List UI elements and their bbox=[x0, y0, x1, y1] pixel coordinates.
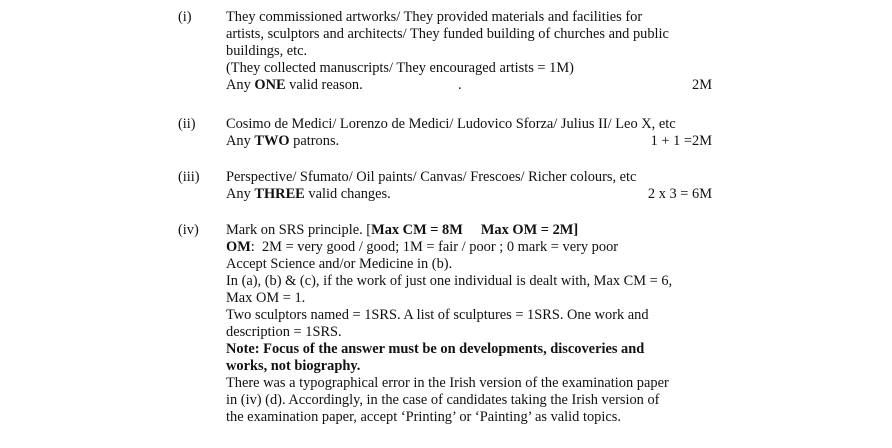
text-line: description = 1SRS. bbox=[226, 324, 342, 340]
text-line: in (iv) (d). Accordingly, in the case of candidates taking the Irish version of bbox=[226, 392, 660, 408]
text-line: Perspective/ Sfumato/ Oil paints/ Canvas/ Frescoes/ Richer colours, etc bbox=[226, 169, 637, 185]
item-number: (i) bbox=[178, 9, 192, 25]
criterion-row bbox=[226, 186, 712, 203]
text-line: buildings, etc. bbox=[226, 43, 308, 59]
item-body bbox=[226, 116, 712, 150]
criterion-post: valid reason. bbox=[285, 77, 363, 93]
item-number: (iii) bbox=[178, 169, 200, 185]
text-line: artists, sculptors and architects/ They funded building of churches and public bbox=[226, 26, 669, 42]
criterion-post: patrons. bbox=[289, 133, 340, 149]
criterion-count: THREE bbox=[254, 186, 305, 202]
max-om: Max OM = 2M] bbox=[480, 222, 579, 238]
text-line: In (a), (b) & (c), if the work of just one individual is dealt with, Max CM = 6, bbox=[226, 273, 673, 289]
note-line: Note: Focus of the answer must be on developments, discoveries and bbox=[226, 341, 645, 357]
stray-dot: . bbox=[458, 77, 462, 93]
om-scale: : 2M = very good / good; 1M = fair / poor ; 0 mark = very poor bbox=[250, 239, 619, 255]
max-cm: Max CM = 8M bbox=[371, 222, 463, 238]
criterion-post: valid changes. bbox=[304, 186, 391, 202]
text-line: Two sculptors named = 1SRS. A list of sculptures = 1SRS. One work and bbox=[226, 307, 649, 323]
marks-value: 1 + 1 =2M bbox=[650, 133, 712, 149]
item-number: (ii) bbox=[178, 116, 196, 132]
item-body bbox=[226, 169, 712, 203]
criterion-row bbox=[226, 133, 712, 150]
criterion-pre: Any bbox=[226, 133, 255, 149]
criterion-count: TWO bbox=[254, 133, 290, 149]
om-label: OM bbox=[226, 239, 251, 255]
note-line: works, not biography. bbox=[226, 358, 361, 374]
item-body bbox=[226, 222, 712, 426]
text-line: (They collected manuscripts/ They encouraged artists = 1M) bbox=[226, 60, 574, 76]
item-number: (iv) bbox=[178, 222, 199, 238]
marks-value: 2 x 3 = 6M bbox=[647, 186, 712, 202]
text-line: Accept Science and/or Medicine in (b). bbox=[226, 256, 453, 272]
criterion-row bbox=[226, 77, 712, 94]
marks-value: 2M bbox=[692, 77, 712, 93]
srs-principle-line bbox=[226, 222, 712, 239]
text-line: They commissioned artworks/ They provided materials and facilities for bbox=[226, 9, 643, 25]
text-line: Cosimo de Medici/ Lorenzo de Medici/ Ludovico Sforza/ Julius II/ Leo X, etc bbox=[226, 116, 676, 132]
text-line: Max OM = 1. bbox=[226, 290, 306, 306]
item-body bbox=[226, 9, 712, 94]
criterion-pre: Any bbox=[226, 186, 255, 202]
text-line: the examination paper, accept ‘Printing’ or ‘Painting’ as valid topics. bbox=[226, 409, 621, 425]
text-line: There was a typographical error in the Irish version of the examination paper bbox=[226, 375, 669, 391]
om-line bbox=[226, 239, 712, 256]
criterion-pre: Any bbox=[226, 77, 255, 93]
srs-pre: Mark on SRS principle. [ bbox=[226, 222, 372, 238]
srs-gap bbox=[463, 222, 481, 238]
criterion-count: ONE bbox=[254, 77, 286, 93]
